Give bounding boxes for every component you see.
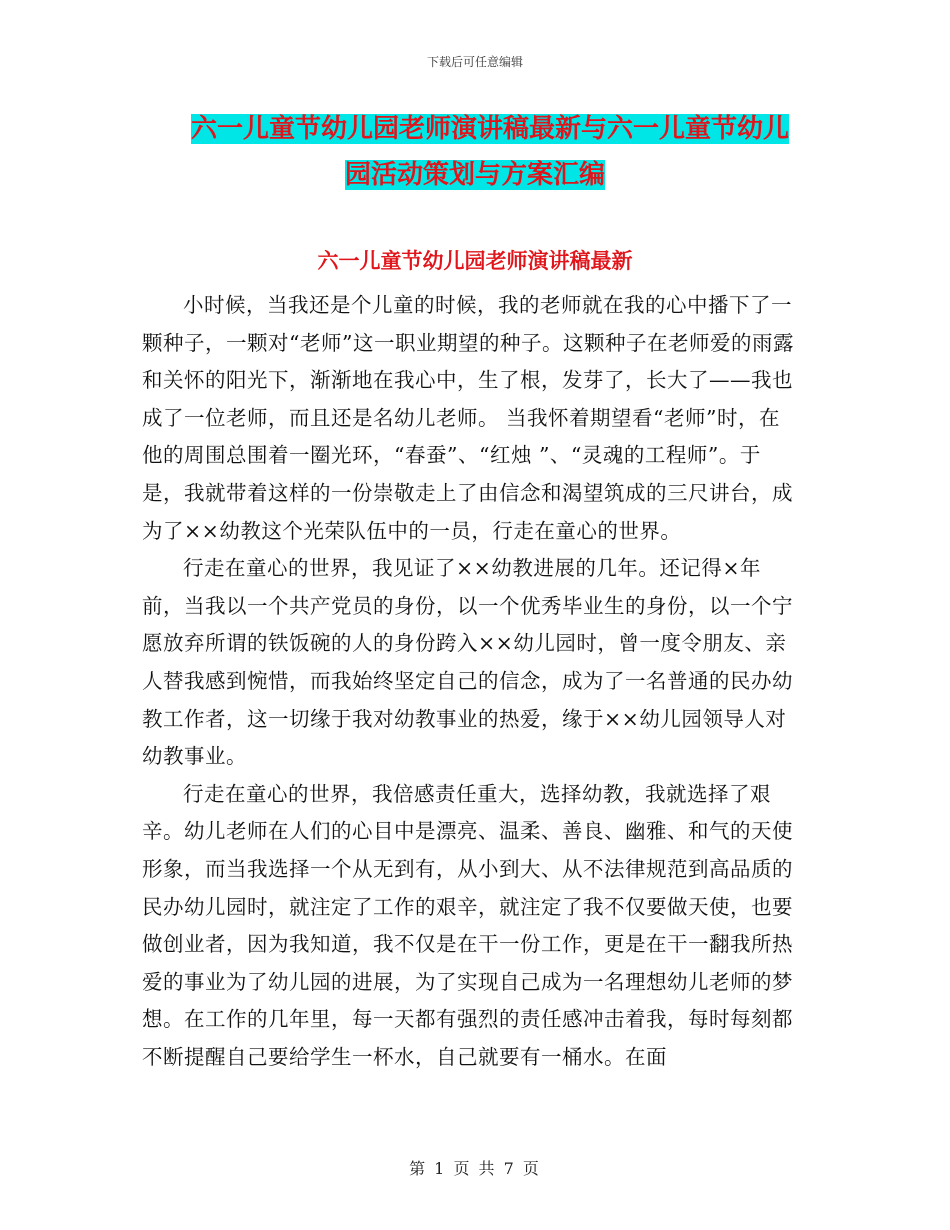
- document-title: [142, 106, 808, 198]
- body-paragraph-2: 行走在童心的世界，我见证了××幼教进展的几年。还记得×年前，当我以一个共产党员的身份，以一个优秀毕业生的身份，以一个宁愿放弃所谓的铁饭碗的人的身份跨入××幼儿园时，曾一度令朋友、亲人替我感到惋惜，而我始终坚定自己的信念，成为了一名普通的民办幼教工作者，这一切缘于我对幼教事业的热爱，缘于××幼儿园领导人对幼教事业。: [142, 556, 793, 769]
- title-highlight-1: 六一儿童节幼儿园老师演讲稿最新与六一儿童节幼儿: [191, 114, 790, 144]
- page-footer: 第 1 页 共 7 页: [409, 1159, 541, 1178]
- page-header-note: 下载后可任意编辑: [426, 55, 523, 69]
- title-highlight-2: 园活动策划与方案汇编: [344, 160, 605, 190]
- section-title: 六一儿童节幼儿园老师演讲稿最新: [317, 249, 633, 273]
- document-title-line-1: [142, 106, 808, 152]
- body-paragraph-3: 行走在童心的世界，我倍感责任重大，选择幼教，我就选择了艰辛。幼儿老师在人们的心目中是漂亮、温柔、善良、幽雅、和气的天使形象，而当我选择一个从无到有，从小到大、从不法律规范到高品质的民办幼儿园时，就注定了工作的艰辛，就注定了我不仅要做天使，也要做创业者，因为我知道，我不仅是在干一份工作，更是在干一翻我所热爱的事业为了幼儿园的进展，为了实现自己成为一名理想幼儿老师的梦想。在工作的几年里，每一天都有强烈的责任感冲击着我，每时每刻都不断提醒自己要给学生一杯水，自己就要有一桶水。在面: [142, 781, 793, 1069]
- body-paragraph-1: 小时候，当我还是个儿童的时候，我的老师就在我的心中播下了一颗种子，一颗对“老师”这一职业期望的种子。这颗种子在老师爱的雨露和关怀的阳光下，渐渐地在我心中，生了根，发芽了，长大了——我也成了一位老师，而且还是名幼儿老师。 当我怀着期望看“老师”时，在他的周围总围着一圈光环，“春蚕”、“红烛 ”、“灵魂的工程师”。于是，我就带着这样的一份崇敬走上了由信念和渴望筑成的三尺讲台，成为了××幼教这个光荣队伍中的一员，行走在童心的世界。: [142, 293, 794, 543]
- document-body: [142, 287, 794, 1076]
- document-title-line-2: [142, 152, 808, 198]
